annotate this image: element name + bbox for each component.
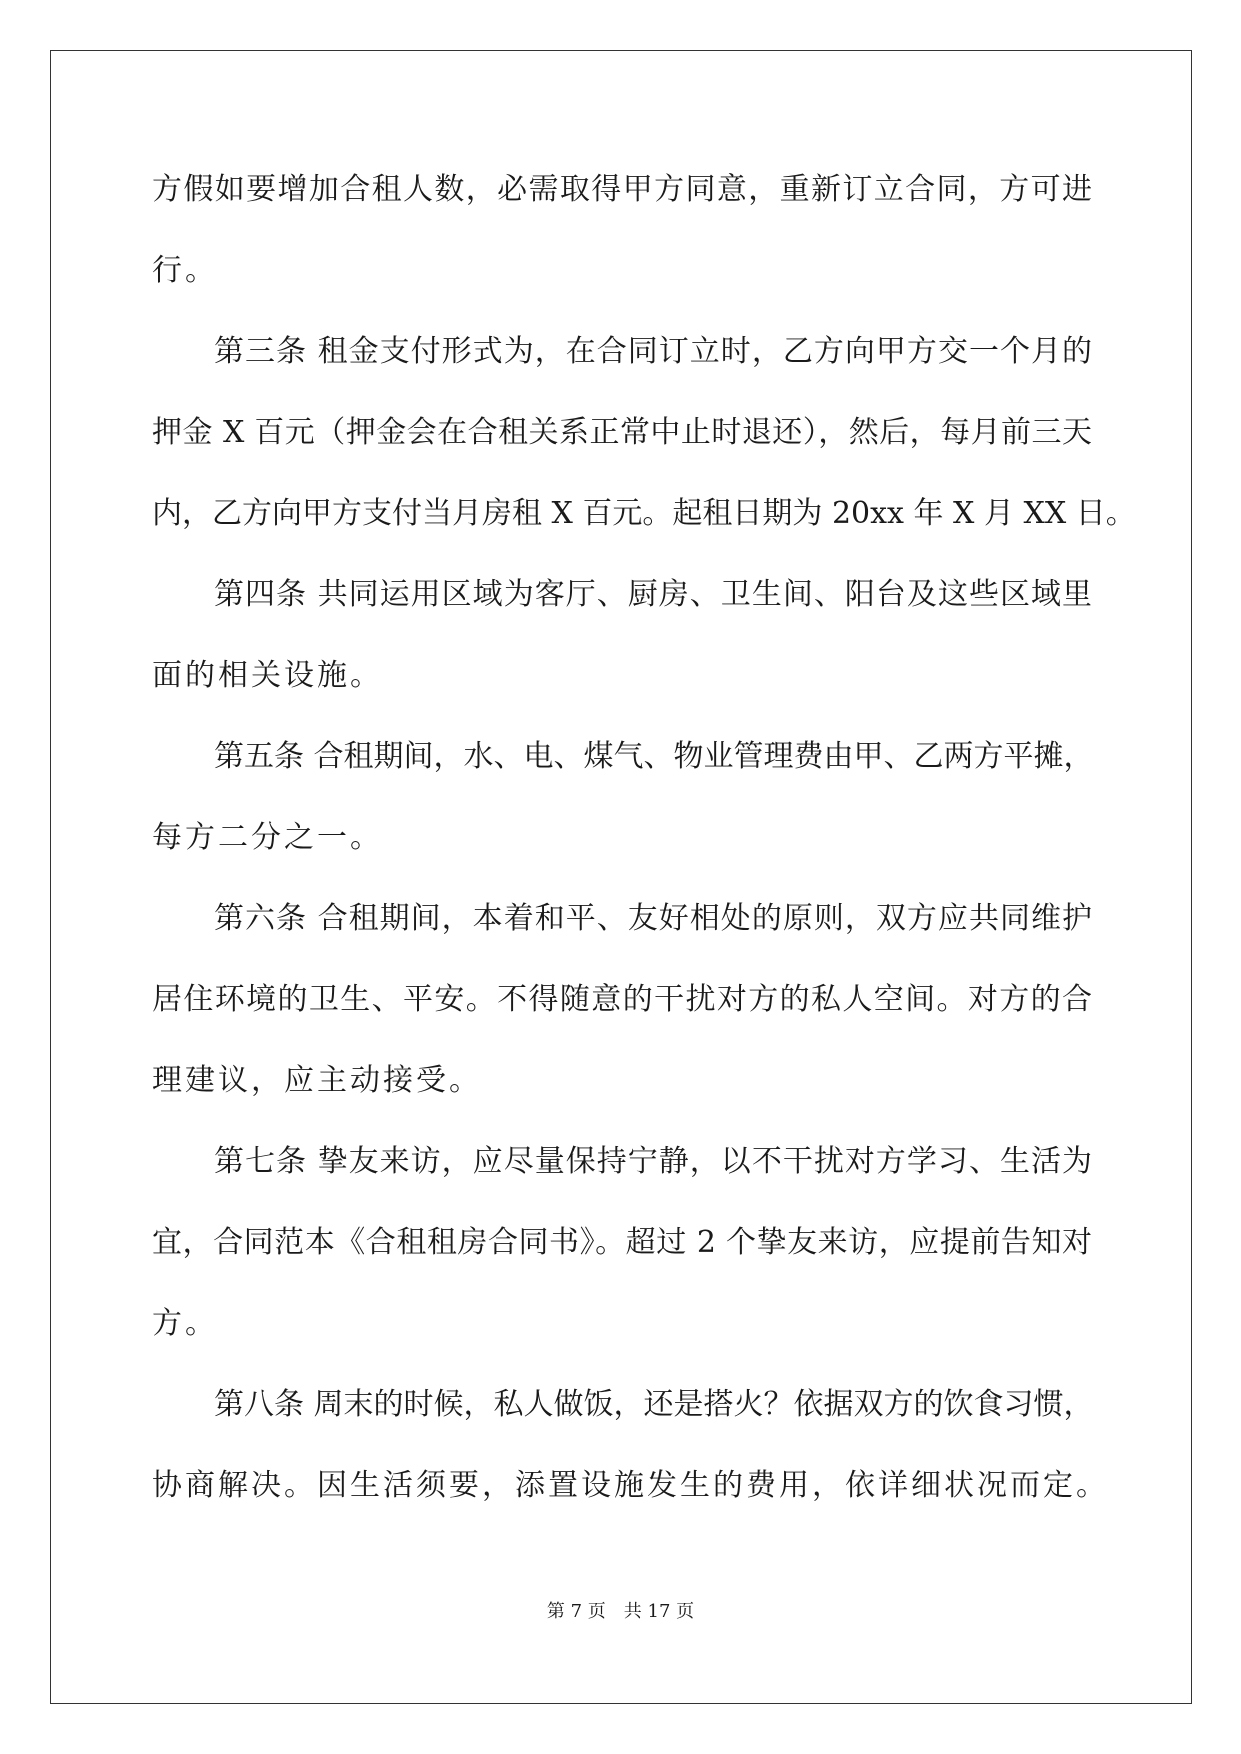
text-line: 押金 X 百元（押金会在合租关系正常中止时退还），然后，每月前三天 bbox=[152, 415, 1092, 450]
text-line: 理建议，应主动接受。 bbox=[152, 1063, 482, 1098]
text-line: 第三条 租金支付形式为，在合同订立时，乙方向甲方交一个月的 bbox=[214, 334, 1092, 369]
text-line: 第五条 合租期间，水、电、煤气、物业管理费由甲、乙两方平摊， bbox=[214, 739, 1094, 774]
text-line: 第七条 挚友来访，应尽量保持宁静，以不干扰对方学习、生活为 bbox=[214, 1144, 1092, 1179]
text-line: 面的相关设施。 bbox=[152, 658, 383, 693]
text-line: 第六条 合租期间，本着和平、友好相处的原则，双方应共同维护 bbox=[214, 901, 1092, 936]
page-number-total: 共 17 页 bbox=[623, 1601, 695, 1622]
page-border bbox=[50, 50, 1192, 1704]
text-line: 第八条 周末的时候，私人做饭，还是搭火？依据双方的饮食习惯， bbox=[214, 1387, 1094, 1422]
text-line: 协商解决。因生活须要，添置设施发生的费用，依详细状况而定。 bbox=[152, 1468, 1109, 1503]
text-line: 方。 bbox=[152, 1306, 218, 1341]
text-line: 方假如要增加合租人数，必需取得甲方同意，重新订立合同，方可进 bbox=[152, 172, 1092, 207]
text-line: 每方二分之一。 bbox=[152, 820, 383, 855]
text-line: 居住环境的卫生、平安。不得随意的干扰对方的私人空间。对方的合 bbox=[152, 982, 1092, 1017]
page-number-current: 第 7 页 bbox=[546, 1601, 606, 1622]
text-line: 行。 bbox=[152, 253, 218, 288]
text-line: 宜，合同范本《合租租房合同书》。超过 2 个挚友来访，应提前告知对 bbox=[152, 1225, 1092, 1260]
page-footer bbox=[0, 1600, 1241, 1624]
text-line: 第四条 共同运用区域为客厅、厨房、卫生间、阳台及这些区域里 bbox=[214, 577, 1092, 612]
text-line: 内，乙方向甲方支付当月房租 X 百元。起租日期为 20xx 年 X 月 XX 日。 bbox=[152, 496, 1136, 531]
